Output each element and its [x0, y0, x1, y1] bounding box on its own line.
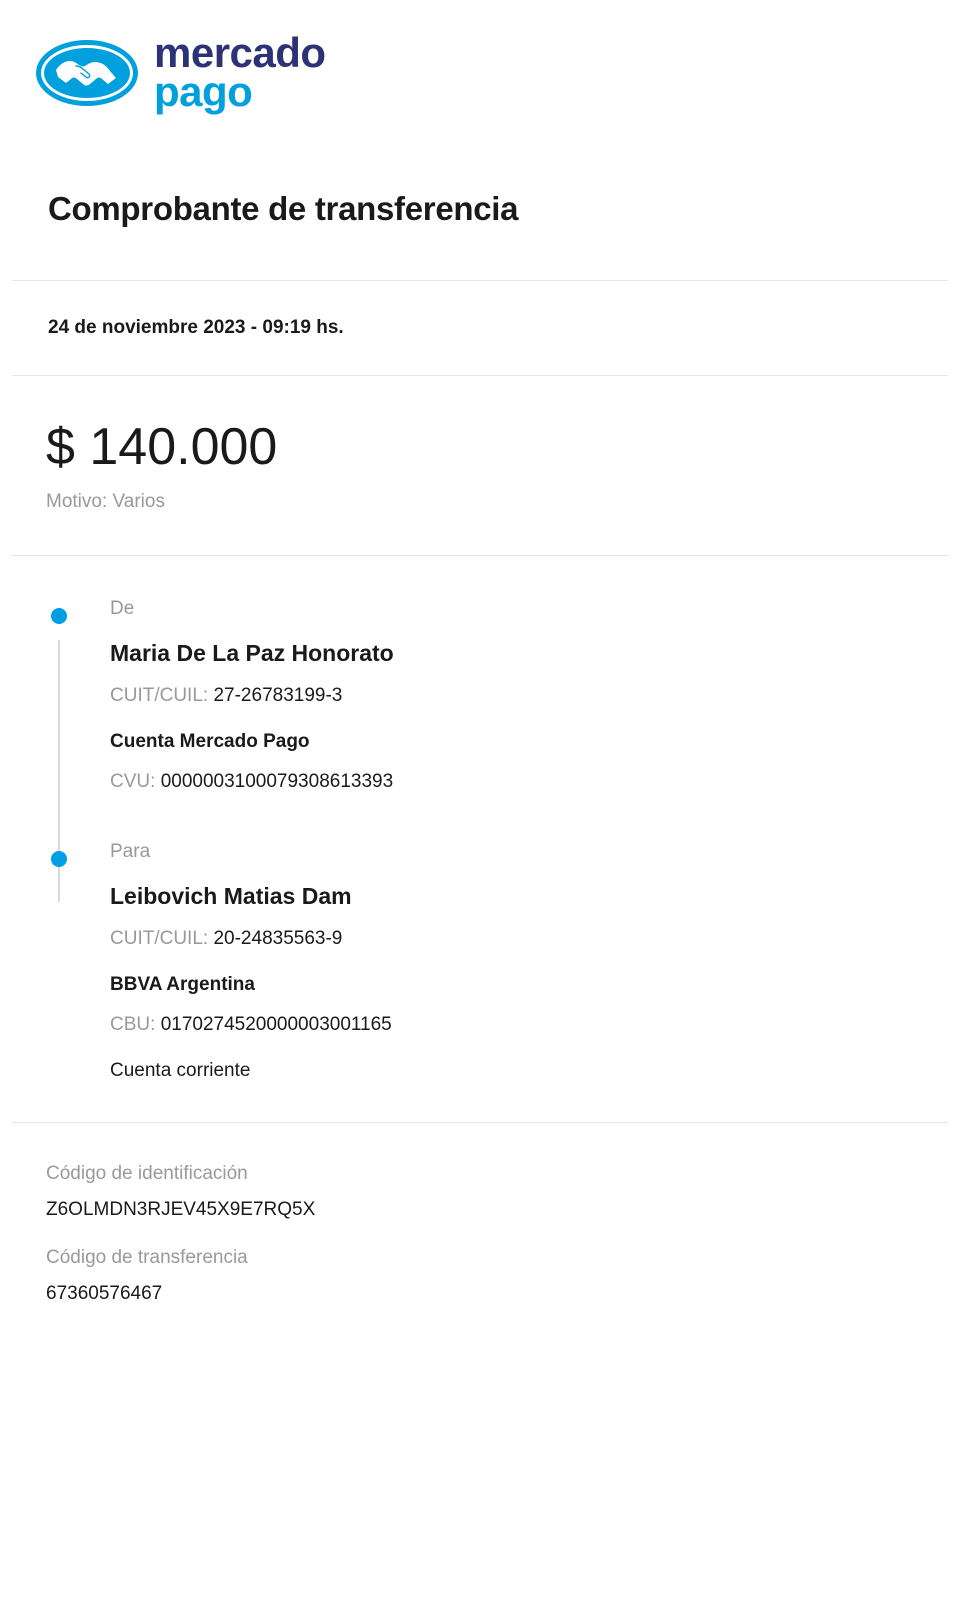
amount-value: $ 140.000	[46, 418, 278, 476]
party-to-label: Para	[110, 840, 151, 862]
transfer-code-label: Código de transferencia	[46, 1246, 248, 1268]
party-from-id	[110, 685, 960, 707]
identification-code-label: Código de identificación	[46, 1162, 248, 1184]
timeline-dot-icon	[51, 608, 67, 624]
party-from	[0, 598, 960, 793]
party-from-account-value: 0000003100079308613393	[160, 770, 394, 792]
party-to	[0, 841, 960, 1082]
amount-section	[0, 376, 960, 555]
party-to-account-label: CBU:	[110, 1013, 156, 1035]
brand-logo	[0, 0, 960, 114]
party-from-bank: Cuenta Mercado Pago	[110, 730, 310, 752]
party-to-account-type: Cuenta corriente	[110, 1059, 251, 1081]
party-to-bank: BBVA Argentina	[110, 973, 255, 995]
page-title: Comprobante de transferencia	[48, 190, 519, 227]
party-from-name: Maria De La Paz Honorato	[110, 639, 394, 666]
party-from-label: De	[110, 597, 135, 619]
party-from-account	[110, 771, 960, 793]
party-from-account-label: CVU:	[110, 770, 156, 792]
codes-section	[0, 1123, 960, 1305]
party-to-account	[110, 1014, 960, 1036]
logo-text-mercado: mercado	[154, 29, 326, 77]
transfer-datetime: 24 de noviembre 2023 - 09:19 hs.	[48, 317, 344, 338]
party-to-name: Leibovich Matias Dam	[110, 882, 352, 909]
amount-motive: Motivo: Varios	[46, 490, 165, 512]
party-to-id	[110, 928, 960, 950]
party-from-id-value: 27-26783199-3	[213, 684, 343, 706]
identification-code-value: Z6OLMDN3RJEV45X9E7RQ5X	[46, 1198, 316, 1220]
party-from-id-label: CUIT/CUIL:	[110, 684, 209, 706]
timeline-dot-icon	[51, 851, 67, 867]
logo-text-pago: pago	[154, 68, 253, 115]
party-to-account-value: 0170274520000003001165	[160, 1013, 392, 1035]
party-to-id-label: CUIT/CUIL:	[110, 927, 209, 949]
transfer-code-value: 67360576467	[46, 1282, 163, 1304]
party-to-id-value: 20-24835563-9	[213, 927, 343, 949]
parties-section	[0, 556, 960, 1122]
handshake-icon	[36, 32, 138, 114]
